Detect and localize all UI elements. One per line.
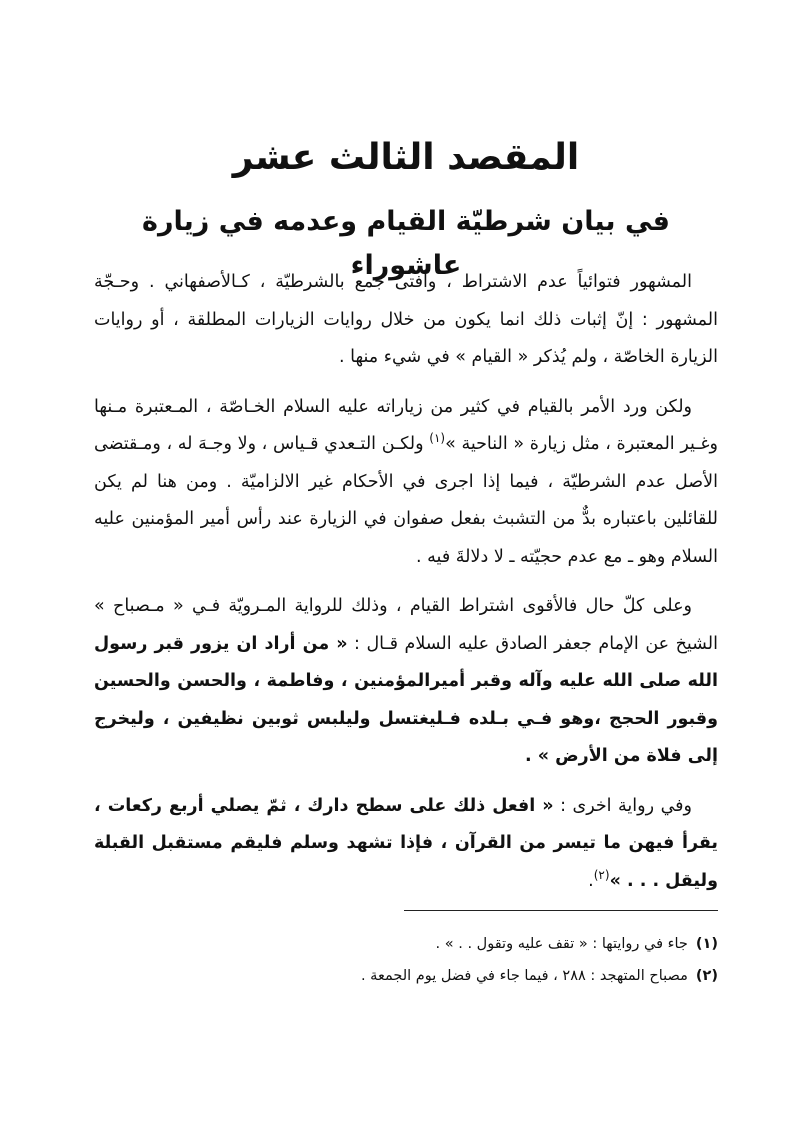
paragraph-1-text: المشهور فتوائياً عدم الاشتراط ، وأفتى جمع بالشرطيّة ، كـالأصفهاني . وحـجّة المشهور : إنّ إثبات ذلك انما يكون من خلال روايات الزيارات المطلقة ، أو روايات الزيارة الخاصّة ، ولم يُذكر « القيام » في شيء منها .: [94, 272, 718, 367]
paragraph-4-end: .: [588, 870, 594, 891]
footnote-2-text: مصباح المتهجد : ٢٨٨ ، فيما جاء في فضل يوم الجمعة .: [360, 968, 688, 984]
footnote-ref-1: (١): [429, 431, 446, 446]
footnote-1-text: جاء في روايتها : « تقف عليه وتقول . . » .: [435, 936, 688, 952]
paragraph-2: [94, 389, 718, 577]
footnote-2: [94, 960, 718, 992]
footnote-divider: [404, 910, 718, 911]
footnotes: [94, 928, 718, 992]
paragraph-3: [94, 588, 718, 776]
footnote-1: [94, 928, 718, 960]
footnote-2-number: (٢): [695, 968, 718, 984]
paragraph-4-text: وفي رواية اخرى :: [553, 795, 692, 816]
chapter-subtitle: في بيان شرطيّة القيام وعدمه في زيارة عاشوراء: [142, 206, 670, 281]
paragraph-2-text-b: ولكـن التـعدي قـياس ، ولا وجـهَ له ، ومـقتضى الأصل عدم الشرطيّة ، فيما إذا اجرى في الأحكام غير الالزاميّة . ومن هنا لم يكن للقائلين باعتباره بدٌّ من التشبث بفعل صفوان في الزيارة عند رأس أمير المؤمنين عليه السلام وهو ـ مع عدم حجيّته ـ لا دلالةَ فيه .: [94, 434, 718, 567]
body-text: [94, 264, 718, 912]
footnote-ref-2: (٢): [593, 867, 610, 882]
paragraph-4-quote: « افعل ذلك على سطح دارك ، ثمّ يصلي أربع ركعات ، يقرأ فيهن ما تيسر من القرآن ، فإذا تشهد وسلم فليقم مستقبل القبلة وليقل . . . »: [94, 795, 718, 891]
paragraph-1: [94, 264, 718, 377]
chapter-title: المقصد الثالث عشر: [232, 137, 580, 178]
footnote-1-number: (١): [695, 936, 718, 952]
paragraph-3-quote: « من أراد ان يزور قبر رسول الله صلى الله عليه وآله وقبر أميرالمؤمنين ، وفاطمة ، والحسن والحسين وقبور الحجج ،وهو فـي بـلده فـليغتسل وليلبس ثوبين نظيفين ، وليخرج إلى فلاة من الأرض » .: [94, 633, 718, 766]
paragraph-2-text-a: ولكن ورد الأمر بالقيام في كثير من زياراته عليه السلام الخـاصّة ، المـعتبرة مـنها وغـير المعتبرة ، مثل زيارة « الناحية »: [94, 396, 718, 454]
paragraph-4: [94, 788, 718, 901]
paragraph-3-text: وعلى كلّ حال فالأقوى اشتراط القيام ، وذلك للرواية المـرويّة فـي « مـصباح » الشيخ عن الإمام جعفر الصادق عليه السلام قـال :: [94, 596, 718, 654]
